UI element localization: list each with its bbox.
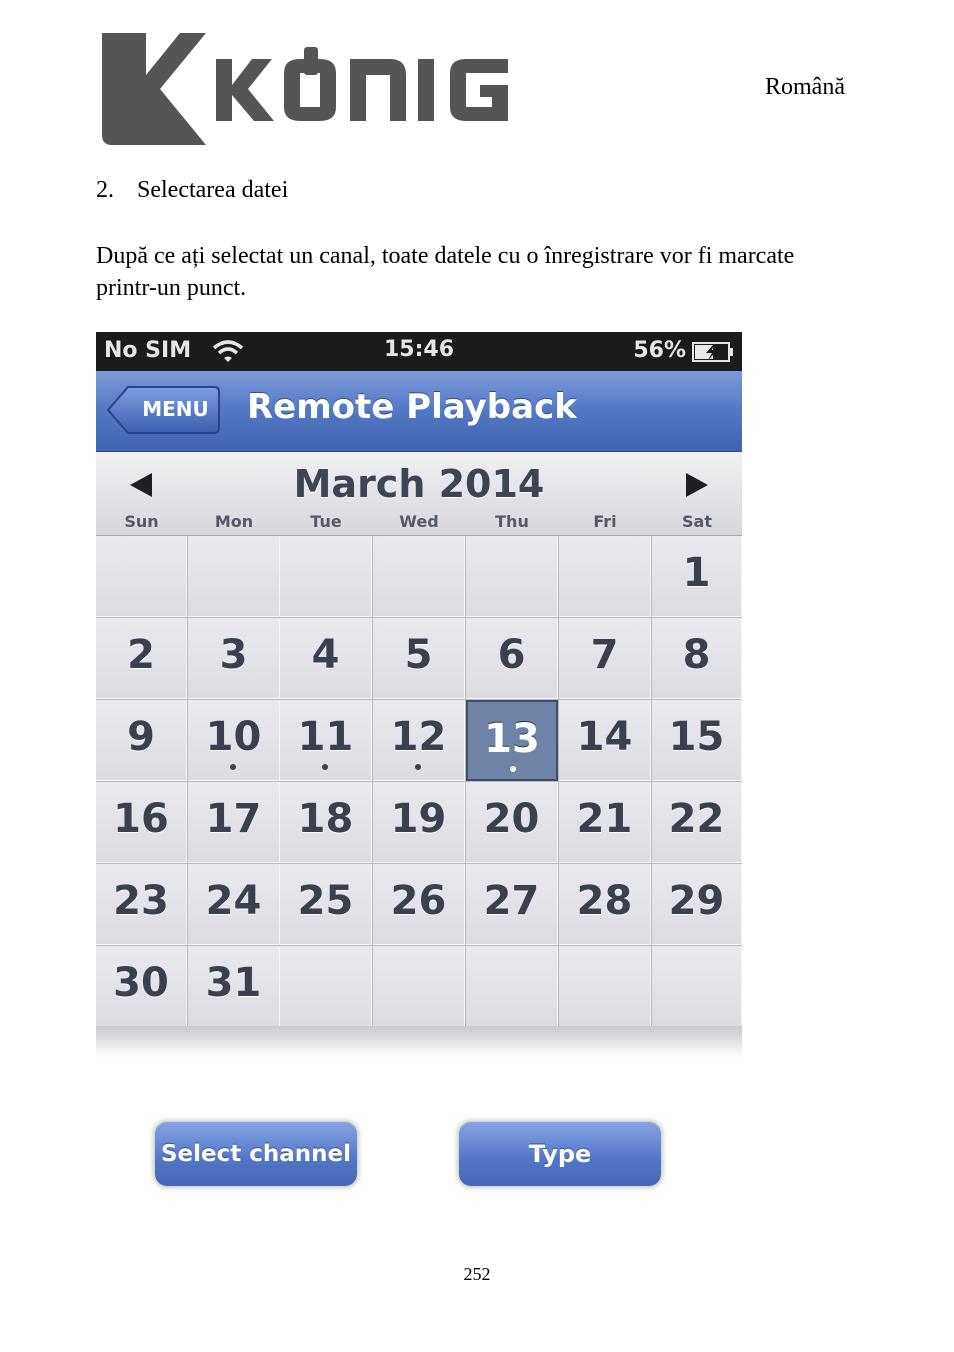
day-number: 18 [297, 796, 354, 842]
section-number: 2. [96, 177, 114, 203]
calendar-day-25[interactable] [280, 864, 372, 945]
select-channel-button[interactable]: Select channel [155, 1122, 357, 1186]
day-number: 29 [668, 878, 725, 924]
screen-title: Remote Playback [247, 387, 577, 427]
recording-dot-icon [415, 764, 421, 770]
day-number: 15 [668, 714, 725, 760]
day-number: 3 [219, 632, 248, 678]
day-number: 24 [205, 878, 262, 924]
section-heading [96, 177, 288, 204]
day-number: 6 [497, 632, 526, 678]
calendar-empty-cell [280, 536, 372, 617]
calendar-day-23[interactable] [96, 864, 187, 945]
day-number: 19 [390, 796, 447, 842]
calendar-day-15[interactable] [652, 700, 742, 781]
day-number: 21 [576, 796, 633, 842]
day-number: 12 [390, 714, 447, 760]
calendar-day-4[interactable] [280, 618, 372, 699]
calendar-day-8[interactable] [652, 618, 742, 699]
day-number: 9 [127, 714, 155, 760]
day-number: 17 [205, 796, 262, 842]
calendar-empty-cell [188, 536, 280, 617]
day-number: 23 [113, 878, 169, 924]
day-number: 16 [113, 796, 169, 842]
weekday-label: Tue [310, 512, 342, 531]
calendar-day-22[interactable] [652, 782, 742, 863]
day-number: 10 [205, 714, 262, 760]
calendar-day-3[interactable] [188, 618, 280, 699]
weekday-label: Mon [214, 512, 254, 531]
status-bar [96, 332, 742, 371]
day-number: 1 [682, 550, 711, 596]
day-number: 14 [576, 714, 633, 760]
type-button[interactable]: Type [459, 1122, 661, 1186]
calendar-day-5[interactable] [373, 618, 465, 699]
day-number: 4 [311, 632, 340, 678]
day-number: 30 [113, 960, 169, 1006]
calendar-day-11[interactable] [280, 700, 372, 781]
day-number: 5 [404, 632, 433, 678]
day-number: 28 [576, 878, 633, 924]
calendar-day-24[interactable] [188, 864, 280, 945]
day-number: 2 [127, 632, 155, 678]
phone-screenshot [96, 332, 742, 1058]
menu-back-label: MENU [142, 397, 209, 421]
calendar-empty-cell [652, 946, 742, 1027]
calendar-empty-cell [373, 536, 465, 617]
calendar-empty-cell [466, 946, 558, 1027]
calendar-empty-cell [559, 536, 651, 617]
carrier-label: No SIM [104, 338, 192, 363]
calendar-empty-cell [280, 946, 372, 1027]
calendar-day-30[interactable] [96, 946, 187, 1027]
recording-dot-icon [510, 766, 516, 772]
day-number: 25 [297, 878, 354, 924]
day-number: 8 [682, 632, 711, 678]
calendar-header [96, 452, 742, 536]
day-number: 27 [483, 878, 540, 924]
calendar-empty-cell [559, 946, 651, 1027]
calendar-day-26[interactable] [373, 864, 465, 945]
calendar-day-28[interactable] [559, 864, 651, 945]
calendar-day-2[interactable] [96, 618, 187, 699]
calendar-day-9[interactable] [96, 700, 187, 781]
day-number: 22 [668, 796, 725, 842]
calendar-day-27[interactable] [466, 864, 558, 945]
calendar-day-20[interactable] [466, 782, 558, 863]
calendar-day-17[interactable] [188, 782, 280, 863]
clock-label: 15:46 [383, 337, 455, 362]
language-label: Română [765, 74, 845, 100]
day-number: 31 [205, 960, 262, 1006]
menu-back-button[interactable] [106, 385, 221, 435]
day-number: 7 [590, 632, 619, 678]
calendar-day-16[interactable] [96, 782, 187, 863]
calendar-day-18[interactable] [280, 782, 372, 863]
calendar-day-1[interactable] [652, 536, 742, 617]
weekday-label: Sun [124, 512, 159, 531]
next-month-arrow-icon[interactable] [682, 470, 712, 500]
calendar-bottom-shadow [96, 1026, 742, 1058]
calendar-day-29[interactable] [652, 864, 742, 945]
battery-percent: 56% [633, 338, 686, 363]
page-number: 252 [463, 1264, 491, 1284]
instruction-paragraph: După ce ați selectat un canal, toate datele cu o înregistrare vor fi marcate printr-un punct. [96, 243, 795, 301]
calendar-day-19[interactable] [373, 782, 465, 863]
calendar-day-12[interactable] [373, 700, 465, 781]
day-number: 13 [484, 716, 540, 762]
calendar-day-31[interactable] [188, 946, 280, 1027]
day-number: 20 [483, 796, 540, 842]
calendar-day-7[interactable] [559, 618, 651, 699]
konig-logo [98, 33, 518, 145]
battery-charging-icon [692, 342, 734, 362]
weekday-label: Sat [682, 512, 712, 531]
calendar-empty-cell [466, 536, 558, 617]
nav-bar [96, 371, 742, 452]
weekday-label: Wed [399, 512, 439, 531]
recording-dot-icon [230, 764, 236, 770]
month-label: March 2014 [293, 462, 545, 506]
calendar-empty-cell [96, 536, 187, 617]
section-title: Selectarea datei [137, 177, 289, 203]
calendar-day-14[interactable] [559, 700, 651, 781]
weekday-label: Thu [495, 512, 529, 531]
day-number: 11 [297, 714, 354, 760]
recording-dot-icon [322, 764, 328, 770]
day-number: 26 [390, 878, 447, 924]
calendar-day-10[interactable] [188, 700, 280, 781]
weekday-label: Fri [593, 512, 617, 531]
calendar-empty-cell [373, 946, 465, 1027]
calendar-day-21[interactable] [559, 782, 651, 863]
calendar-day-13[interactable] [466, 700, 558, 781]
calendar-grid [96, 536, 742, 1026]
calendar-day-6[interactable] [466, 618, 558, 699]
